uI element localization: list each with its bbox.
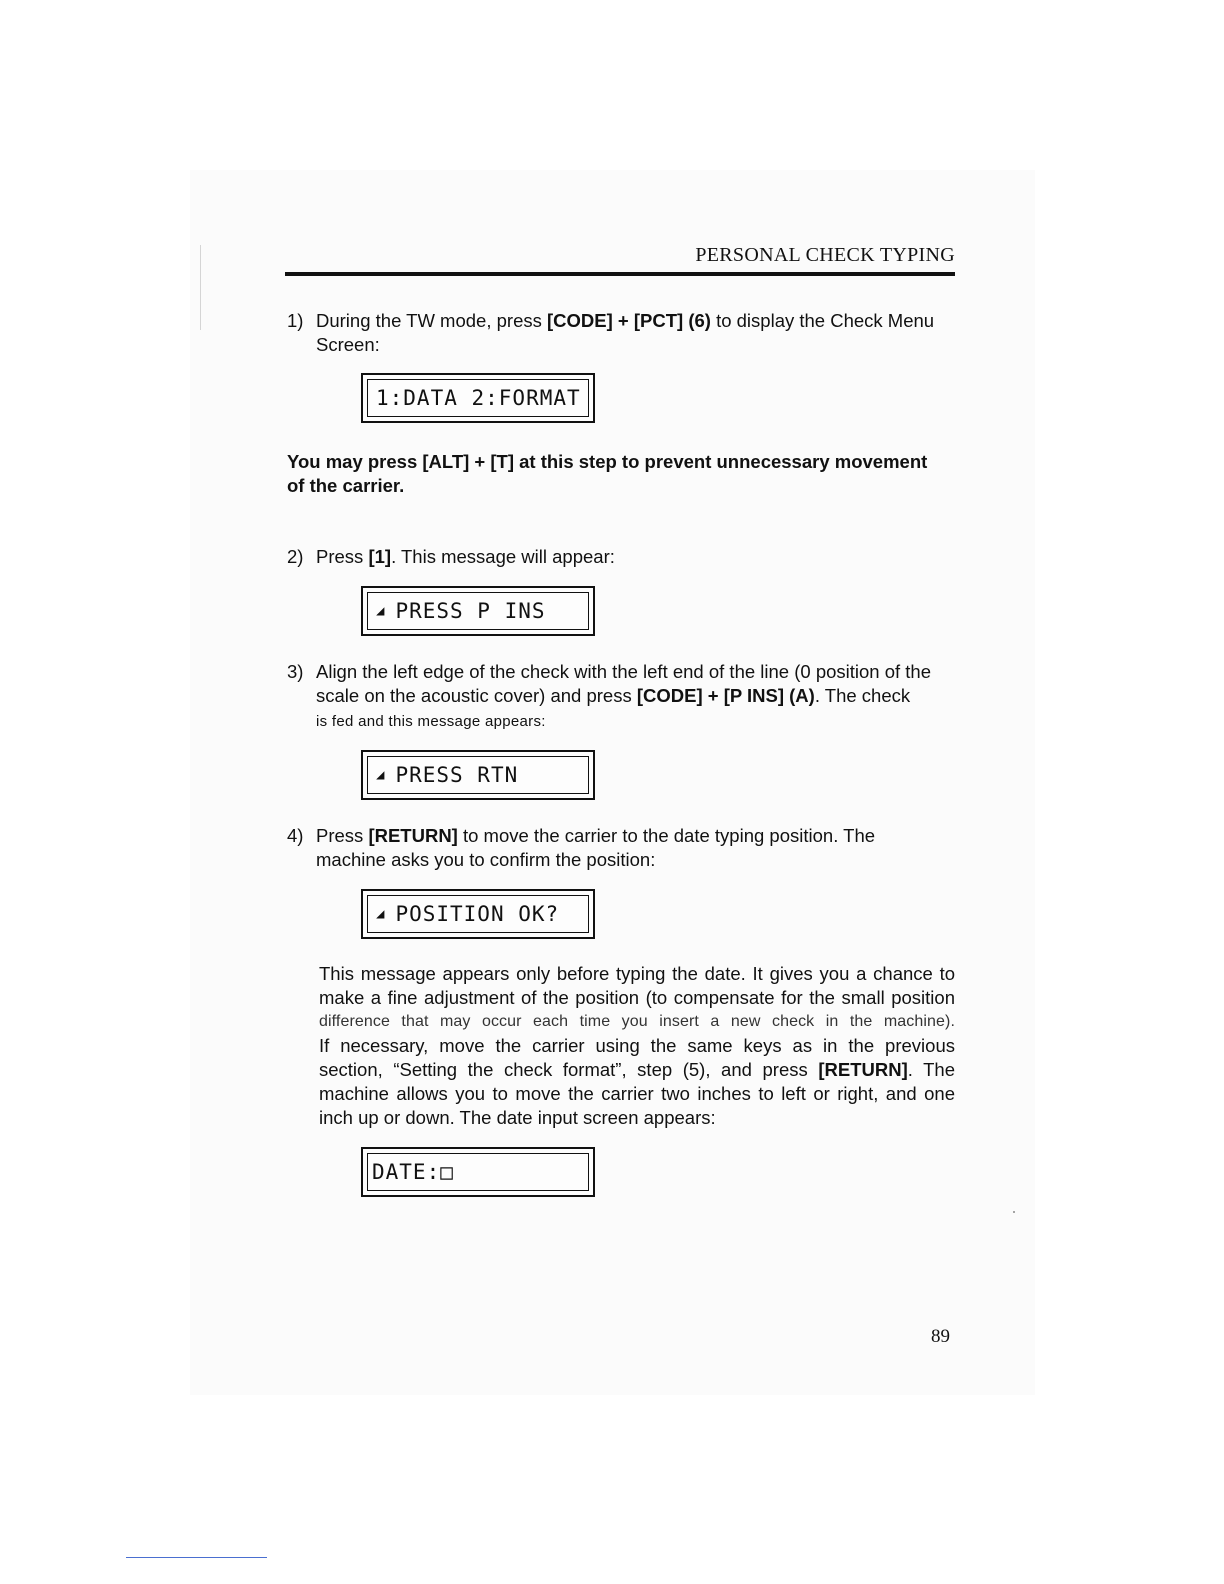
return-arrow-icon: ◢ (376, 603, 386, 619)
page-header-title: PERSONAL CHECK TYPING (695, 244, 955, 266)
step-number: 2) (287, 546, 304, 567)
key-combo: [CODE] + [PCT] (6) (547, 310, 711, 331)
step-number: 1) (287, 310, 304, 331)
lcd-position-ok (361, 889, 595, 939)
lcd-text: 1:DATA 2:FORMAT (367, 379, 589, 417)
scan-speck (1013, 1211, 1015, 1213)
note: You may press [ALT] + [T] at this step to prevent unnecessary movement of the carrier. (287, 451, 928, 496)
return-arrow-icon: ◢ (376, 906, 386, 922)
key-combo: [CODE] + [P INS] (A) (636, 685, 815, 706)
footer-link-rule (126, 1557, 267, 1558)
lcd-check-menu (361, 373, 595, 423)
key-combo: [1] (368, 546, 392, 567)
step-text: Align the left edge of the check with the left end of the line (0 position of the scale on the acoustic cover) and press [CODE] + [P INS] (A). The check is fed and this message appears: (316, 661, 932, 730)
lcd-press-p-ins (361, 586, 595, 636)
lcd-press-rtn (361, 750, 595, 800)
step-number: 4) (287, 825, 304, 846)
lcd-text: DATE: (372, 1160, 441, 1184)
step-text: Press [RETURN] to move the carrier to the date typing position. The machine asks you to confirm the position: (316, 825, 876, 870)
key-combo: [RETURN] (368, 825, 458, 846)
explanation-paragraph: This message appears only before typing the date. It gives you a chance to make a fine adjustment of the position (to compensate for the small position difference that may occur each time you insert a new check in the machine). If necessary, move the carrier using the same keys as in the previous section, “Setting the check format”, step (5), and press [RETURN]. The machine allows you to move the carrier two inches to left or right, and one inch up or down. The date input screen appears: (319, 963, 955, 1128)
lcd-text: PRESS RTN (395, 763, 519, 787)
cursor-icon: □ (440, 1160, 454, 1184)
lcd-text: PRESS P INS (395, 599, 546, 623)
lcd-date-input (361, 1147, 595, 1197)
page-number: 89 (931, 1326, 950, 1347)
step-number: 3) (287, 661, 304, 682)
return-arrow-icon: ◢ (376, 767, 386, 783)
step-text: During the TW mode, press [CODE] + [PCT] (6) to display the Check Menu Screen: (316, 310, 935, 355)
step-text: Press [1]. This message will appear: (316, 546, 615, 567)
key-combo: [RETURN] (818, 1059, 908, 1080)
lcd-text: POSITION OK? (395, 902, 560, 926)
header-rule (285, 272, 955, 276)
margin-mark (200, 245, 201, 330)
